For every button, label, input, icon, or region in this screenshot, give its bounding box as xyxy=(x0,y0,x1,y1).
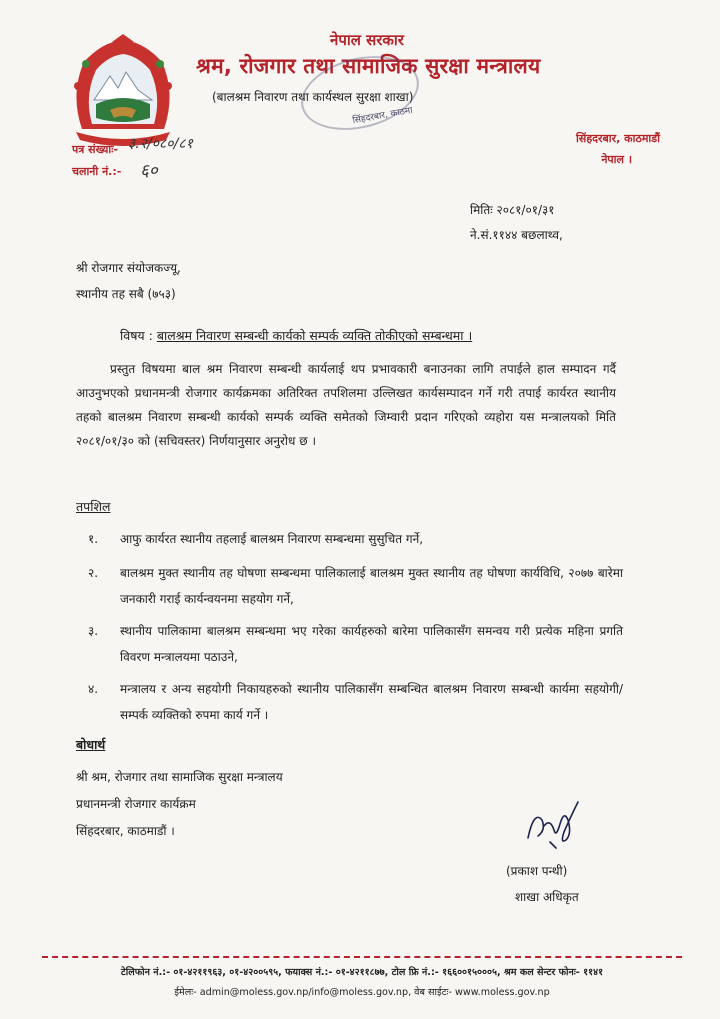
body-paragraph: प्रस्तुत विषयमा बाल श्रम निवारण सम्बन्धी कार्यलाई थप प्रभावकारी बनाउनका लागि तपाईले हाल सम्पादन गर्दै आउनुभएको प्रधानमन्त्री रोजगार कार्यक्रमका अतिरिक्त तपशिलमा उल्लिखत कार्यसम्पादन गर्ने गरी तपाई कार्यरत स्थानीय तहको बालश्रम निवारण सम्बन्धी कार्यको सम्पर्क व्यक्ति समेतको जिम्वारी प्रदान गरिएको व्यहोरा यस मन्त्रालयको मिति २०८१/०१/३० को (सचिवस्तर) निर्णयानुसार अनुरोध छ । xyxy=(76,362,616,448)
footer-contact-line: टेलिफोन नं.:- ०१-४२११९६३, ०१-४२००५९५, फयाक्स नं.:- ०१-४२११८७७, टोल फ्रि नं.:- १६६००१५०००५, श्रम कल सेन्टर फोनः- ११४१ xyxy=(120,967,604,978)
bodharth-heading: बोधार्थ xyxy=(76,737,106,752)
list-item xyxy=(88,618,623,670)
subject-label: विषय : xyxy=(120,328,153,343)
patra-sankhya-label: पत्र संख्याः- xyxy=(72,143,119,156)
list-item-number: ४. xyxy=(88,682,99,696)
list-item xyxy=(88,526,623,552)
office-address: सिंहदरबार, काठमाडौं xyxy=(576,132,660,145)
list-item-text: मन्त्रालय र अन्य सहयोगी निकायहरुको स्थानीय पालिकासँग सम्बन्धित बालश्रम निवारण सम्बन्धी कार्यमा सहयोगी/सम्पर्क व्यक्तिको रुपमा कार्य गर्ने । xyxy=(120,682,623,722)
cc-line: प्रधानमन्त्री रोजगार कार्यक्रम xyxy=(76,797,196,811)
list-item xyxy=(88,676,623,728)
chalani-label: चलानी नं.:- xyxy=(72,165,122,178)
list-item-number: ३. xyxy=(88,624,99,638)
list-item-number: १. xyxy=(88,532,99,546)
nepal-samvat-line: ने.सं.११४४ बछलाथ्व, xyxy=(470,228,563,242)
government-title: नेपाल सरकार xyxy=(330,31,404,49)
cc-line: श्री श्रम, रोजगार तथा सामाजिक सुरक्षा मन्त्रालय xyxy=(76,770,283,784)
tapsil-heading: तपशिल xyxy=(76,499,111,514)
list-item xyxy=(88,560,623,612)
addressee-line-1: श्री रोजगार संयोजकज्यू, xyxy=(76,261,181,275)
date-line: मितिः २०८१/०१/३१ xyxy=(470,203,555,217)
signatory-name: (प्रकाश पन्थी) xyxy=(506,864,568,878)
cc-line: सिंहदरबार, काठमाडौं । xyxy=(76,824,175,838)
section-title: (बालश्रम निवारण तथा कार्यस्थल सुरक्षा शाखा) xyxy=(212,90,414,104)
subject-text: बालश्रम निवारण सम्बन्धी कार्यको सम्पर्क व्यक्ति तोकीएको सम्बन्धमा । xyxy=(156,328,473,343)
list-item-text: आफु कार्यरत स्थानीय तहलाई बालश्रम निवारण सम्बन्धमा सुसुचित गर्ने, xyxy=(120,532,424,546)
list-item-text: बालश्रम मुक्त स्थानीय तह घोषणा सम्बन्धमा पालिकालाई बालश्रम मुक्त स्थानीय तह घोषणा कार्यविधि, २०७७ बारेमा जनकारी गराई कार्यन्वयनमा सहयोग गर्ने, xyxy=(120,566,623,606)
ministry-title: श्रम, रोजगार तथा सामाजिक सुरक्षा मन्त्रालय xyxy=(196,54,541,78)
signatory-title: शाखा अधिकृत xyxy=(515,890,579,904)
footer-divider xyxy=(42,956,682,958)
office-country: नेपाल । xyxy=(601,153,632,166)
handwritten-signature xyxy=(520,790,590,850)
patra-sankhya-value: ३.२/०८०/८१ xyxy=(128,136,193,152)
nepal-emblem-logo xyxy=(62,34,184,146)
office-stamp-text: सिंहदरबार, काठमा xyxy=(351,105,414,127)
list-item-text: स्थानीय पालिकामा बालश्रम सम्बन्धमा भए गरेका कार्यहरुको बारेमा पालिकासँग समन्वय गरी प्रत्येक महिना प्रगति विवरण मन्त्रालयमा पठाउने, xyxy=(120,624,623,664)
subject-line xyxy=(120,327,472,344)
addressee-line-2: स्थानीय तह सबै (७५३) xyxy=(76,287,176,301)
chalani-value: ६० xyxy=(140,161,158,181)
list-item-number: २. xyxy=(88,566,99,580)
footer-web-line: ईमेलः- admin@moless.gov.np/info@moless.gov.np, वेब साईटः- www.moless.gov.np xyxy=(174,987,550,998)
